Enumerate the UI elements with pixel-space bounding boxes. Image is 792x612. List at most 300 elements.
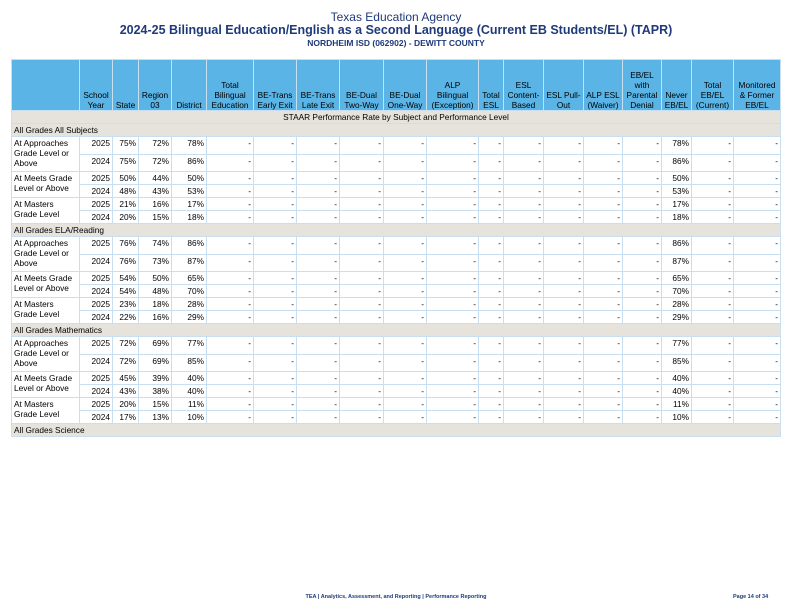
empty-value: - [340,137,384,155]
empty-value: - [692,337,734,355]
empty-value: - [427,298,479,311]
empty-value: - [207,411,254,424]
empty-value: - [544,237,584,255]
district-value: 17% [172,198,207,211]
empty-value: - [623,198,662,211]
empty-value: - [479,298,504,311]
empty-value: - [692,354,734,372]
empty-value: - [623,398,662,411]
never-ebel-value: 17% [662,198,692,211]
empty-value: - [384,285,427,298]
table-row [12,237,781,255]
performance-level-label: At Meets Grade Level or Above [12,172,80,198]
never-ebel-value: 78% [662,137,692,155]
empty-value: - [384,237,427,255]
empty-value: - [734,285,781,298]
school-year: 2024 [80,211,113,224]
empty-value: - [623,411,662,424]
empty-value: - [297,172,340,185]
school-year: 2024 [80,254,113,272]
empty-value: - [584,398,623,411]
empty-value: - [734,254,781,272]
empty-value: - [340,254,384,272]
district-value: 11% [172,398,207,411]
empty-value: - [384,154,427,172]
empty-value: - [544,285,584,298]
column-header: BE-Dual Two-Way [340,60,384,111]
empty-value: - [427,154,479,172]
region-value: 72% [139,154,172,172]
empty-value: - [692,272,734,285]
empty-value: - [504,298,544,311]
empty-value: - [504,285,544,298]
table-row [12,137,781,155]
empty-value: - [207,254,254,272]
district-value: 50% [172,172,207,185]
empty-value: - [254,398,297,411]
region-value: 15% [139,211,172,224]
empty-value: - [734,311,781,324]
empty-value: - [504,337,544,355]
never-ebel-value: 28% [662,298,692,311]
empty-value: - [254,185,297,198]
empty-value: - [544,311,584,324]
empty-value: - [254,154,297,172]
table-row [12,311,781,324]
empty-value: - [504,311,544,324]
empty-value: - [544,154,584,172]
region-value: 48% [139,285,172,298]
empty-value: - [734,298,781,311]
empty-value: - [623,298,662,311]
empty-value: - [297,398,340,411]
empty-value: - [297,137,340,155]
never-ebel-value: 53% [662,185,692,198]
empty-value: - [254,237,297,255]
empty-value: - [584,185,623,198]
empty-value: - [734,237,781,255]
school-year: 2025 [80,398,113,411]
report-title: 2024-25 Bilingual Education/English as a Second Language (Current EB Students/EL) (TAPR) [119,23,673,37]
empty-value: - [254,272,297,285]
empty-value: - [207,385,254,398]
school-year: 2025 [80,337,113,355]
empty-value: - [254,285,297,298]
empty-value: - [544,211,584,224]
empty-value: - [254,172,297,185]
empty-value: - [384,398,427,411]
empty-value: - [479,237,504,255]
empty-value: - [297,285,340,298]
empty-value: - [427,185,479,198]
performance-level-label: At Masters Grade Level [12,198,80,224]
empty-value: - [479,211,504,224]
empty-value: - [504,137,544,155]
empty-value: - [427,172,479,185]
empty-value: - [584,285,623,298]
empty-value: - [340,198,384,211]
district-value: 10% [172,411,207,424]
school-year: 2024 [80,311,113,324]
state-value: 72% [113,337,139,355]
empty-value: - [584,354,623,372]
empty-value: - [384,198,427,211]
never-ebel-value: 50% [662,172,692,185]
state-value: 75% [113,154,139,172]
empty-value: - [479,185,504,198]
empty-value: - [623,172,662,185]
column-header: Total Bilingual Education [207,60,254,111]
never-ebel-value: 70% [662,285,692,298]
state-value: 22% [113,311,139,324]
region-value: 13% [139,411,172,424]
empty-value: - [734,385,781,398]
empty-value: - [384,372,427,385]
empty-value: - [254,311,297,324]
empty-value: - [544,372,584,385]
column-header: BE-Trans Early Exit [254,60,297,111]
empty-value: - [297,254,340,272]
school-year: 2025 [80,237,113,255]
empty-value: - [297,311,340,324]
region-value: 50% [139,272,172,285]
empty-value: - [384,354,427,372]
district-name: NORDHEIM ISD (062902) - DEWITT COUNTY [307,38,485,48]
column-header: ESL Pull-Out [544,60,584,111]
empty-value: - [297,354,340,372]
empty-value: - [504,398,544,411]
table-row [12,285,781,298]
empty-value: - [479,285,504,298]
empty-value: - [207,372,254,385]
empty-value: - [504,385,544,398]
empty-value: - [584,411,623,424]
region-value: 38% [139,385,172,398]
district-value: 86% [172,237,207,255]
table-row [12,272,781,285]
empty-value: - [384,172,427,185]
page-number: Page 14 of 34 [733,594,769,600]
empty-value: - [623,185,662,198]
empty-value: - [427,337,479,355]
empty-value: - [504,254,544,272]
region-value: 18% [139,298,172,311]
empty-value: - [297,211,340,224]
region-value: 16% [139,311,172,324]
school-year: 2024 [80,354,113,372]
empty-value: - [623,154,662,172]
empty-value: - [734,337,781,355]
state-value: 21% [113,198,139,211]
performance-level-label: At Approaches Grade Level or Above [12,137,80,172]
state-value: 75% [113,137,139,155]
school-year: 2024 [80,185,113,198]
empty-value: - [479,411,504,424]
subject-group-label: All Grades Science [12,424,781,437]
empty-value: - [734,172,781,185]
empty-value: - [584,254,623,272]
school-year: 2025 [80,272,113,285]
empty-value: - [623,372,662,385]
empty-value: - [297,337,340,355]
empty-value: - [623,285,662,298]
performance-table [11,59,781,437]
column-header: School Year [80,60,113,111]
empty-value: - [427,311,479,324]
subject-group-label: All Grades ELA/Reading [12,224,781,237]
table-row [12,254,781,272]
empty-value: - [340,237,384,255]
region-value: 43% [139,185,172,198]
never-ebel-value: 65% [662,272,692,285]
empty-value: - [623,354,662,372]
empty-value: - [427,398,479,411]
empty-value: - [254,211,297,224]
empty-value: - [479,372,504,385]
empty-value: - [340,154,384,172]
empty-value: - [692,137,734,155]
empty-value: - [479,172,504,185]
empty-value: - [297,154,340,172]
empty-value: - [504,272,544,285]
table-row [12,337,781,355]
never-ebel-value: 29% [662,311,692,324]
district-value: 77% [172,337,207,355]
empty-value: - [584,198,623,211]
school-year: 2024 [80,154,113,172]
school-year: 2024 [80,411,113,424]
empty-value: - [340,398,384,411]
empty-value: - [297,372,340,385]
empty-value: - [254,137,297,155]
region-value: 15% [139,398,172,411]
performance-level-label: At Approaches Grade Level or Above [12,337,80,372]
table-row [12,411,781,424]
region-value: 69% [139,354,172,372]
state-value: 43% [113,385,139,398]
empty-value: - [207,272,254,285]
column-header: BE-Trans Late Exit [297,60,340,111]
district-value: 29% [172,311,207,324]
empty-value: - [427,211,479,224]
empty-value: - [692,198,734,211]
empty-value: - [544,254,584,272]
empty-value: - [584,154,623,172]
empty-value: - [734,137,781,155]
empty-value: - [340,285,384,298]
empty-value: - [734,272,781,285]
empty-value: - [544,398,584,411]
empty-value: - [427,372,479,385]
empty-value: - [692,185,734,198]
empty-value: - [544,272,584,285]
empty-value: - [427,254,479,272]
district-value: 87% [172,254,207,272]
empty-value: - [297,385,340,398]
empty-value: - [584,272,623,285]
empty-value: - [544,411,584,424]
empty-value: - [504,237,544,255]
empty-value: - [340,372,384,385]
empty-value: - [692,154,734,172]
empty-value: - [544,354,584,372]
empty-value: - [207,198,254,211]
never-ebel-value: 77% [662,337,692,355]
empty-value: - [384,272,427,285]
district-value: 78% [172,137,207,155]
empty-value: - [207,285,254,298]
agency-name: Texas Education Agency [330,10,462,24]
never-ebel-value: 10% [662,411,692,424]
empty-value: - [504,354,544,372]
empty-value: - [734,198,781,211]
empty-value: - [254,254,297,272]
empty-value: - [340,298,384,311]
empty-value: - [297,272,340,285]
column-header: BE-Dual One-Way [384,60,427,111]
school-year: 2024 [80,285,113,298]
empty-value: - [384,298,427,311]
empty-value: - [207,211,254,224]
empty-value: - [692,311,734,324]
state-value: 54% [113,285,139,298]
empty-value: - [207,354,254,372]
empty-value: - [504,154,544,172]
subject-group-label: All Grades Mathematics [12,324,781,337]
empty-value: - [734,185,781,198]
school-year: 2025 [80,137,113,155]
empty-value: - [427,411,479,424]
empty-value: - [504,411,544,424]
school-year: 2025 [80,372,113,385]
empty-value: - [584,311,623,324]
empty-value: - [584,385,623,398]
empty-value: - [584,237,623,255]
empty-value: - [254,198,297,211]
empty-value: - [692,237,734,255]
column-header: Total EB/EL (Current) [692,60,734,111]
empty-value: - [479,137,504,155]
school-year: 2024 [80,385,113,398]
empty-value: - [207,398,254,411]
column-header: ALP ESL (Waiver) [584,60,623,111]
empty-value: - [384,211,427,224]
never-ebel-value: 18% [662,211,692,224]
empty-value: - [207,185,254,198]
district-value: 86% [172,154,207,172]
state-value: 54% [113,272,139,285]
empty-value: - [544,298,584,311]
state-value: 72% [113,354,139,372]
empty-value: - [584,337,623,355]
state-value: 45% [113,372,139,385]
table-row [12,154,781,172]
state-value: 20% [113,398,139,411]
empty-value: - [254,298,297,311]
subject-group-row [12,424,781,437]
empty-value: - [297,298,340,311]
never-ebel-value: 87% [662,254,692,272]
empty-value: - [734,154,781,172]
empty-value: - [207,137,254,155]
column-header: State [113,60,139,111]
empty-value: - [692,211,734,224]
empty-value: - [479,311,504,324]
empty-value: - [623,337,662,355]
state-value: 23% [113,298,139,311]
performance-level-label: At Meets Grade Level or Above [12,372,80,398]
empty-value: - [479,154,504,172]
empty-value: - [479,385,504,398]
column-header: Total ESL [479,60,504,111]
empty-value: - [623,254,662,272]
performance-level-label: At Masters Grade Level [12,298,80,324]
table-row [12,398,781,411]
empty-value: - [692,411,734,424]
empty-value: - [384,385,427,398]
empty-value: - [504,198,544,211]
empty-value: - [544,198,584,211]
empty-value: - [623,311,662,324]
never-ebel-value: 86% [662,237,692,255]
empty-value: - [384,185,427,198]
table-row [12,385,781,398]
empty-value: - [504,211,544,224]
column-header: ESL Content-Based [504,60,544,111]
table-row [12,298,781,311]
column-header: Region 03 [139,60,172,111]
subject-group-row [12,124,781,137]
table-row [12,185,781,198]
state-value: 76% [113,237,139,255]
section-band [12,111,781,124]
district-value: 65% [172,272,207,285]
never-ebel-value: 40% [662,372,692,385]
empty-value: - [623,237,662,255]
never-ebel-value: 86% [662,154,692,172]
empty-value: - [207,337,254,355]
empty-value: - [297,185,340,198]
empty-value: - [544,185,584,198]
empty-value: - [479,398,504,411]
empty-value: - [544,137,584,155]
column-header: ALP Bilingual (Exception) [427,60,479,111]
empty-value: - [427,385,479,398]
empty-value: - [340,411,384,424]
state-value: 17% [113,411,139,424]
column-header: Monitored & Former EB/EL [734,60,781,111]
empty-value: - [623,211,662,224]
state-value: 76% [113,254,139,272]
section-band-label: STAAR Performance Rate by Subject and Performance Level [12,111,781,124]
performance-level-label: At Meets Grade Level or Above [12,272,80,298]
column-header [12,60,80,111]
empty-value: - [297,411,340,424]
empty-value: - [427,285,479,298]
empty-value: - [207,298,254,311]
empty-value: - [692,385,734,398]
column-header: EB/EL with Parental Denial [623,60,662,111]
empty-value: - [544,172,584,185]
empty-value: - [207,311,254,324]
empty-value: - [297,198,340,211]
state-value: 48% [113,185,139,198]
empty-value: - [692,285,734,298]
empty-value: - [544,337,584,355]
empty-value: - [384,254,427,272]
empty-value: - [504,372,544,385]
empty-value: - [254,337,297,355]
